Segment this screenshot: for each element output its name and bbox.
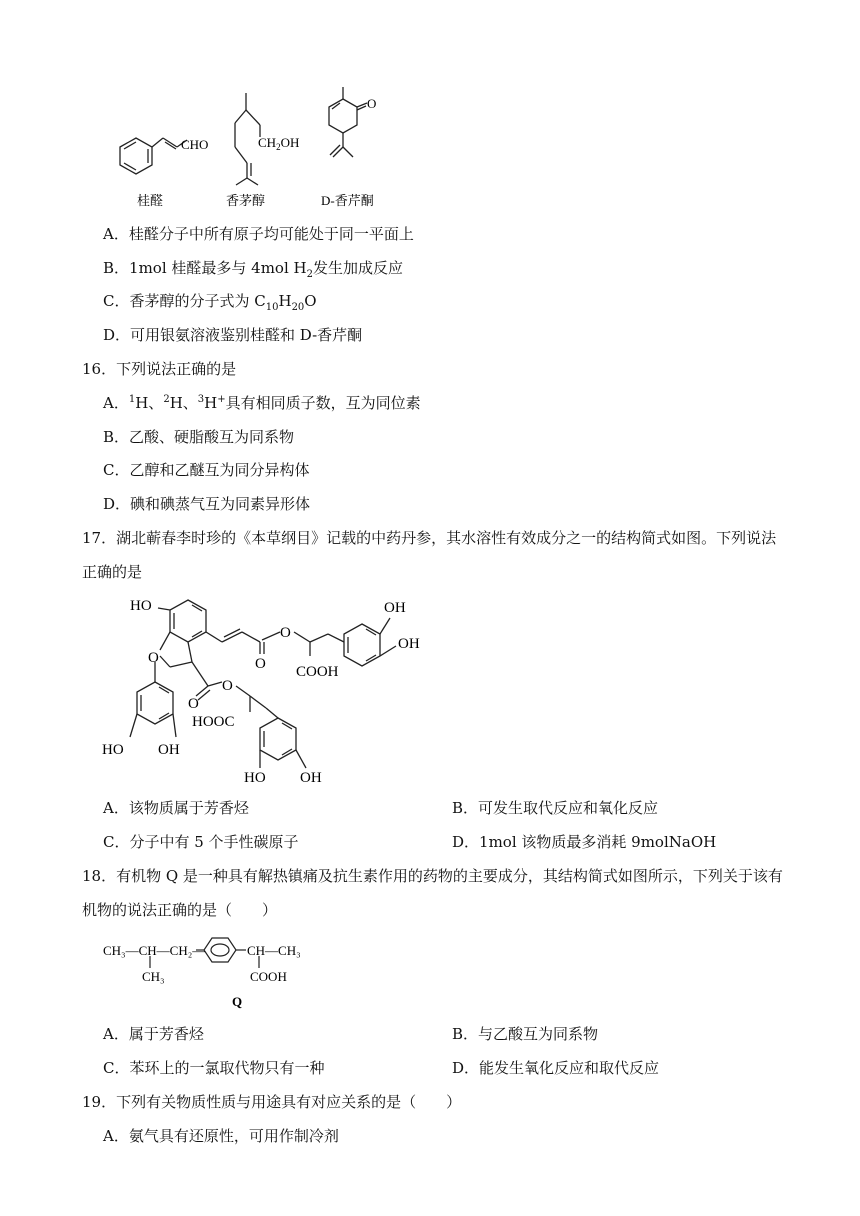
q17-ho-2: HO [102,742,124,758]
q19-stem: 19．下列有关物质性质与用途具有对应关系的是（ ） [82,1093,462,1111]
q17-option-a: A．该物质属于芳香烃 [103,799,249,817]
q18-option-a: A．属于芳香烃 [103,1025,204,1043]
q16-option-b: B．乙酸、硬脂酸互为同系物 [103,428,295,446]
q17-option-b: B．可发生取代反应和氧化反应 [452,799,659,817]
q17-oh-3: OH [158,742,180,758]
q15-option-b: B．1mol 桂醛最多与 4mol $H_2$发生加成反应 [103,259,403,280]
q17-ring-2 [344,624,380,666]
q18-option-c: C．苯环上的一氯取代物只有一种 [103,1059,325,1077]
q18-left-chain: CH₃—CH—CH₂— [103,943,206,958]
q18-cooh: COOH [250,969,287,984]
q17-ho-top: HO [130,598,152,614]
q17-oh-2: OH [398,636,420,652]
q17-option-c: C．分子中有 5 个手性碳原子 [103,833,299,851]
q16-option-a: A．$^1$H、$^2$H、$^3$H+具有相同质子数，互为同位素 [103,394,421,412]
q18-benzene-ring [204,938,236,962]
label-citronellol: 香茅醇 [226,193,266,208]
q18-stem-line2: 机物的说法正确的是（ ） [82,901,278,919]
q15-option-c: C．香茅醇的分子式为 $C_{10}H_{20}O$ [103,292,317,313]
q17-structure-figure [100,592,440,787]
q17-hooc: HOOC [192,714,235,730]
top-structures-figure [95,85,425,215]
q18-right-chain: CH—CH₃ [247,943,301,958]
ch2oh-label: $CH_2OH$ [258,135,300,152]
label-carvone: D-香芹酮 [321,193,374,208]
carvone-ring [329,99,357,133]
q17-keto-o-1: O [255,656,266,672]
q16-stem: 16．下列说法正确的是 [82,360,237,378]
cinnamaldehyde-benzene-ring [120,138,152,174]
q16-option-c: C．乙醇和乙醚互为同分异构体 [103,461,310,479]
q17-ho-3: HO [244,770,266,786]
q15-option-d: D．可用银氨溶液鉴别桂醛和 D-香芹酮 [103,326,363,344]
q17-ring-3 [260,718,296,760]
q18-structure-figure [100,928,340,1013]
q18-option-d: D．能发生氧化反应和取代反应 [452,1059,660,1077]
q17-stem-line1: 17．湖北蕲春李时珍的《本草纲目》记载的中药丹参，其水溶性有效成分之一的结构简式如图。下列说法 [82,529,777,547]
q17-ester-o-1: O [280,625,291,641]
q17-option-d: D．1mol 该物质最多消耗 9molNaOH [452,833,717,851]
q17-ring-4 [137,682,173,724]
cho-label: CHO [181,137,209,152]
q17-oh-1: OH [384,600,406,616]
ketone-o-label: O [367,96,377,111]
q17-ester-o-2: O [222,678,233,694]
q17-cooh-1: COOH [296,664,339,680]
q17-keto-o-2: O [188,696,199,712]
q15-option-a: A．桂醛分子中所有原子均可能处于同一平面上 [103,225,414,243]
label-cinnamaldehyde: 桂醛 [137,193,164,208]
q17-stem-line2: 正确的是 [82,563,143,581]
q17-ring-o: O [148,650,159,666]
q17-oh-4: OH [300,770,322,786]
q18-methyl-branch: CH₃ [142,969,165,984]
q18-stem-line1: 18．有机物 Q 是一种具有解热镇痛及抗生素作用的药物的主要成分，其结构简式如图所示，下列关于该有 [82,867,783,885]
q18-label-q: Q [232,994,243,1009]
q19-option-a: A．氨气具有还原性，可用作制冷剂 [103,1127,339,1145]
q18-option-b: B．与乙酸互为同系物 [452,1025,599,1043]
q16-option-d: D．碘和碘蒸气互为同素异形体 [103,495,311,513]
q17-ring-1 [170,600,206,642]
